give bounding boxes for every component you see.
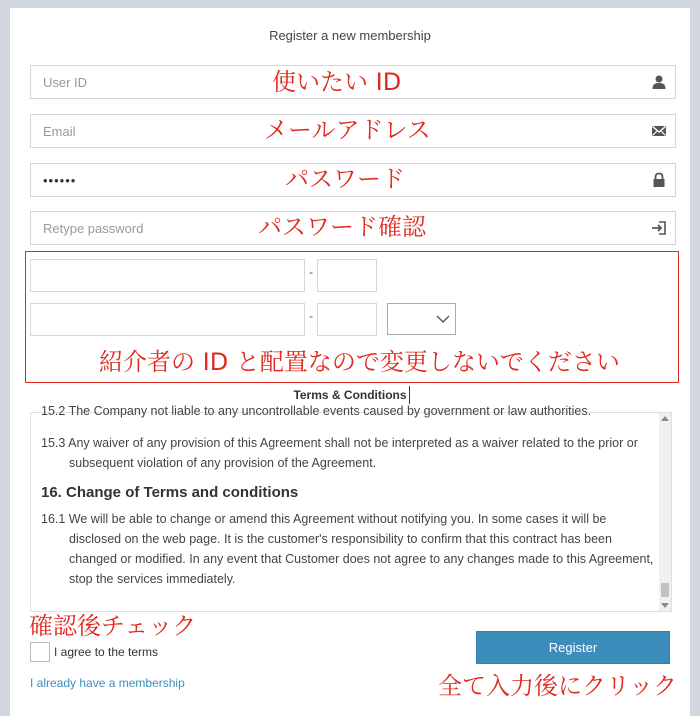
terms-content (31, 401, 656, 589)
chevron-down-icon (436, 314, 450, 324)
referrer-code-input[interactable] (317, 259, 377, 292)
register-card (10, 8, 690, 716)
agree-label: I agree to the terms (54, 645, 159, 659)
page-title: Register a new membership (269, 28, 431, 43)
retype-annotation: パスワード確認 (258, 213, 426, 241)
referrer-id-input[interactable] (30, 259, 305, 292)
terms-title: Terms & Conditions (293, 388, 407, 402)
lock-icon (651, 172, 667, 188)
scroll-thumb[interactable] (661, 583, 669, 597)
user-id-annotation: 使いたい ID (272, 68, 402, 96)
terms-scroll-box[interactable] (30, 404, 672, 612)
referrer-dash-1: - (309, 265, 313, 279)
password-annotation: パスワード (285, 165, 405, 193)
terms-paragraph-16-1: 16.1 We will be able to change or amend this Agreement without notifying you. In some cases it will be disclosed on the web page. It is the customer's responsibility to confirm that this contract has been changed or modified. In any event that Customer does not agree to any changes made to this Agreement, stop the services immediately. (41, 512, 654, 586)
login-icon (651, 220, 667, 236)
register-button[interactable]: Register (476, 631, 670, 664)
login-link[interactable]: I already have a membership (30, 676, 185, 690)
placement-code-input[interactable] (317, 303, 377, 336)
scroll-up-arrow-icon[interactable] (661, 416, 669, 421)
placement-id-input[interactable] (30, 303, 305, 336)
register-annotation: 全て入力後にクリック (438, 672, 678, 700)
position-select[interactable] (387, 303, 456, 335)
agree-checkbox[interactable] (30, 642, 50, 662)
terms-paragraph-15-2: 15.2 The Company not liable to any uncontrollable events caused by government or law authorities. (41, 404, 592, 418)
terms-paragraph-15-3: 15.3 Any waiver of any provision of this Agreement shall not be interpreted as a waiver related to the prior or subsequent violation of any provision of the Agreement. (41, 436, 638, 470)
referrer-dash-2: - (309, 309, 313, 323)
terms-heading-16: 16. Change of Terms and conditions (41, 484, 299, 501)
referrer-annotation: 紹介者の ID と配置なので変更しないでください (99, 348, 620, 376)
user-icon (651, 74, 667, 90)
scroll-down-arrow-icon[interactable] (661, 603, 669, 608)
terms-scrollbar[interactable] (659, 413, 671, 611)
envelope-icon (651, 123, 667, 139)
email-annotation: メールアドレス (264, 116, 431, 144)
agree-annotation: 確認後チェック (29, 612, 197, 640)
